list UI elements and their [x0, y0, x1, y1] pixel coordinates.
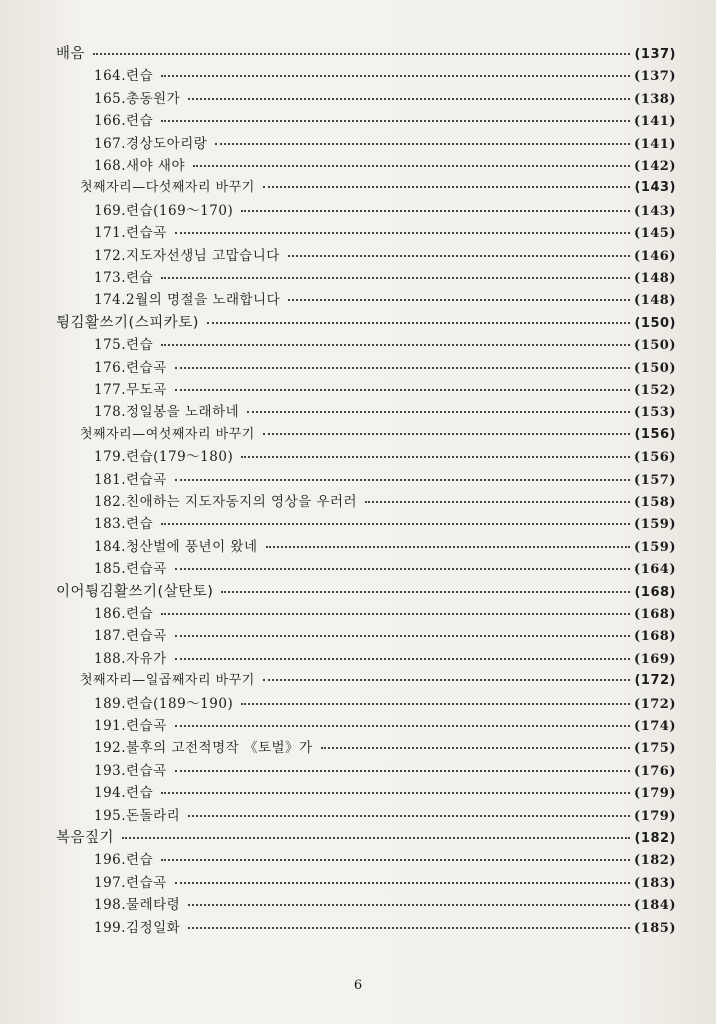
toc-entry: [94, 535, 676, 555]
entry-page: (168): [634, 607, 676, 622]
entry-title: 첫째자리—일곱째자리 바꾸기: [80, 673, 255, 689]
toc-subsection: [80, 423, 676, 442]
entry-page: (141): [634, 114, 676, 130]
dot-leader: [221, 590, 630, 593]
toc-entry: [94, 692, 676, 712]
entry-title: 199.김정일화: [94, 919, 181, 936]
dot-leader: [263, 185, 631, 188]
entry-page: (150): [634, 338, 676, 354]
dot-leader: [175, 567, 630, 570]
entry-page: (150): [634, 315, 676, 331]
entry-title: 첫째자리—다섯째자리 바꾸기: [80, 180, 255, 196]
dot-leader: [288, 298, 630, 301]
entry-title: 174.2월의 명절을 노래합니다: [94, 292, 281, 309]
entry-page: (145): [634, 226, 676, 242]
entry-page: (182): [634, 853, 676, 869]
entry-page: (172): [634, 696, 676, 712]
toc-entry: [94, 624, 676, 644]
entry-page: (137): [634, 47, 676, 62]
entry-title: 168.새야 새야: [94, 158, 186, 174]
toc-entry: [94, 132, 676, 152]
dot-leader: [241, 209, 630, 212]
entry-page: (169): [634, 651, 676, 667]
entry-page: (159): [634, 517, 676, 533]
dot-leader: [175, 634, 630, 637]
dot-leader: [215, 142, 630, 145]
entry-title: 첫째자리—여섯째자리 바꾸기: [80, 426, 255, 442]
dot-leader: [175, 769, 630, 772]
dot-leader: [188, 814, 630, 817]
toc-section: [56, 580, 676, 601]
entry-page: (148): [634, 293, 676, 309]
entry-page: (172): [634, 673, 676, 689]
toc-subsection: [80, 669, 676, 688]
entry-page: (138): [634, 91, 676, 107]
entry-title: 167.경상도아리랑: [94, 135, 208, 152]
toc-entry: [94, 244, 676, 264]
dot-leader: [161, 522, 630, 525]
entry-title: 배음: [56, 46, 86, 62]
toc-entry: [94, 154, 676, 174]
dot-leader: [175, 366, 630, 369]
page-number: 6: [353, 978, 363, 993]
entry-title: 183.련습: [94, 516, 154, 533]
entry-page: (146): [634, 248, 676, 264]
entry-page: (174): [634, 719, 676, 734]
dot-leader: [207, 321, 631, 324]
toc-entry: [94, 445, 676, 465]
toc-entry: [94, 647, 676, 667]
dot-leader: [175, 657, 630, 660]
entry-title: 198.물레타령: [94, 897, 181, 914]
entry-page: (143): [634, 203, 676, 219]
dot-leader: [188, 926, 630, 929]
entry-title: 182.친애하는 지도자동지의 영상을 우러러: [94, 494, 358, 510]
toc-entry: [94, 512, 676, 532]
dot-leader: [175, 388, 630, 391]
entry-title: 175.련습: [94, 337, 154, 354]
entry-title: 187.련습곡: [94, 628, 167, 645]
toc-entry: [94, 221, 676, 241]
entry-page: (182): [634, 831, 676, 846]
dot-leader: [247, 410, 630, 413]
dot-leader: [288, 254, 630, 257]
entry-page: (175): [634, 741, 676, 757]
dot-leader: [161, 74, 630, 77]
dot-leader: [193, 164, 630, 167]
toc-entry: [94, 804, 676, 824]
entry-page: (164): [634, 562, 676, 578]
toc-entry: [94, 266, 676, 286]
entry-page: (153): [634, 405, 676, 421]
toc-entry: [94, 199, 676, 219]
dot-leader: [188, 97, 630, 100]
entry-title: 복음짚기: [56, 830, 115, 846]
entry-title: 176.련습곡: [94, 359, 167, 376]
toc-entry: [94, 288, 676, 308]
toc-entry: [94, 356, 676, 376]
dot-leader: [122, 836, 630, 839]
toc-entry: [94, 378, 676, 398]
entry-title: 189.련습(189～190): [94, 695, 234, 712]
dot-leader: [161, 791, 630, 794]
toc-entry: [94, 714, 676, 734]
entry-page: (158): [634, 495, 676, 510]
entry-page: (141): [634, 136, 676, 152]
dot-leader: [161, 858, 630, 861]
dot-leader: [241, 455, 630, 458]
toc-entry: [94, 64, 676, 84]
entry-title: 186.련습: [94, 606, 154, 622]
toc-subsection: [80, 176, 676, 195]
entry-title: 196.련습: [94, 852, 154, 869]
toc-section: [56, 826, 676, 847]
entry-page: (137): [634, 69, 676, 85]
entry-title: 178.정일봉을 노래하네: [94, 404, 240, 421]
entry-title: 164.련습: [94, 68, 154, 85]
toc-entry: [94, 781, 676, 801]
entry-title: 188.자유가: [94, 650, 167, 667]
dot-leader: [175, 724, 630, 727]
toc-entry: [94, 333, 676, 353]
entry-title: 184.청산벌에 풍년이 왔네: [94, 538, 258, 555]
entry-page: (176): [634, 763, 676, 779]
dot-leader: [188, 903, 630, 906]
dot-leader: [266, 545, 631, 548]
toc-entry: [94, 490, 676, 510]
entry-title: 192.불후의 고전적명작 《토벌》가: [94, 740, 313, 757]
toc-section: [56, 42, 676, 63]
entry-title: 177.무도곡: [94, 382, 167, 398]
entry-title: 179.련습(179～180): [94, 449, 234, 466]
dot-leader: [175, 231, 630, 234]
toc-entry: [94, 736, 676, 756]
entry-title: 166.련습: [94, 113, 154, 130]
toc-entry: [94, 557, 676, 577]
dot-leader: [241, 702, 630, 705]
entry-title: 185.련습곡: [94, 561, 167, 578]
entry-title: 197.련습곡: [94, 874, 167, 891]
toc-section: [56, 311, 676, 332]
entry-title: 이어튕김활쓰기(살탄토): [56, 583, 214, 600]
entry-page: (143): [634, 180, 676, 196]
entry-page: (156): [634, 426, 676, 442]
entry-title: 튕김활쓰기(스피카토): [56, 314, 199, 331]
toc-entry: [94, 468, 676, 488]
entry-page: (179): [634, 786, 676, 802]
dot-leader: [161, 612, 630, 615]
entry-page: (185): [634, 920, 676, 936]
entry-page: (157): [634, 472, 676, 488]
dot-leader: [93, 52, 630, 55]
entry-title: 171.련습곡: [94, 225, 167, 242]
dot-leader: [161, 276, 630, 279]
entry-title: 169.련습(169～170): [94, 202, 234, 219]
toc-entry: [94, 87, 676, 107]
dot-leader: [365, 500, 630, 503]
entry-page: (142): [634, 159, 676, 174]
entry-page: (168): [634, 584, 676, 600]
toc-entry: [94, 759, 676, 779]
entry-title: 195.돈돌라리: [94, 807, 181, 824]
entry-page: (156): [634, 450, 676, 466]
dot-leader: [263, 432, 631, 435]
entry-page: (148): [634, 271, 676, 286]
entry-page: (152): [634, 383, 676, 398]
entry-page: (179): [634, 808, 676, 824]
toc-entry: [94, 602, 676, 622]
entry-title: 193.련습곡: [94, 762, 167, 779]
entry-title: 191.련습곡: [94, 718, 167, 734]
dot-leader: [263, 678, 631, 681]
entry-page: (150): [634, 360, 676, 376]
entry-page: (183): [634, 875, 676, 891]
entry-page: (159): [634, 539, 676, 555]
dot-leader: [161, 119, 630, 122]
toc-entry: [94, 871, 676, 891]
entry-title: 173.련습: [94, 270, 154, 286]
dot-leader: [175, 478, 630, 481]
entry-title: 194.련습: [94, 785, 154, 802]
toc-entry: [94, 400, 676, 420]
entry-title: 181.련습곡: [94, 471, 167, 488]
entry-page: (184): [634, 898, 676, 914]
toc-entry: [94, 109, 676, 129]
dot-leader: [161, 343, 630, 346]
entry-title: 172.지도자선생님 고맙습니다: [94, 247, 280, 264]
dot-leader: [175, 881, 630, 884]
entry-title: 165.총동원가: [94, 90, 181, 107]
toc-entry: [94, 893, 676, 913]
toc-entry: [94, 916, 676, 936]
dot-leader: [321, 746, 630, 749]
toc-entry: [94, 848, 676, 868]
entry-page: (168): [634, 629, 676, 645]
